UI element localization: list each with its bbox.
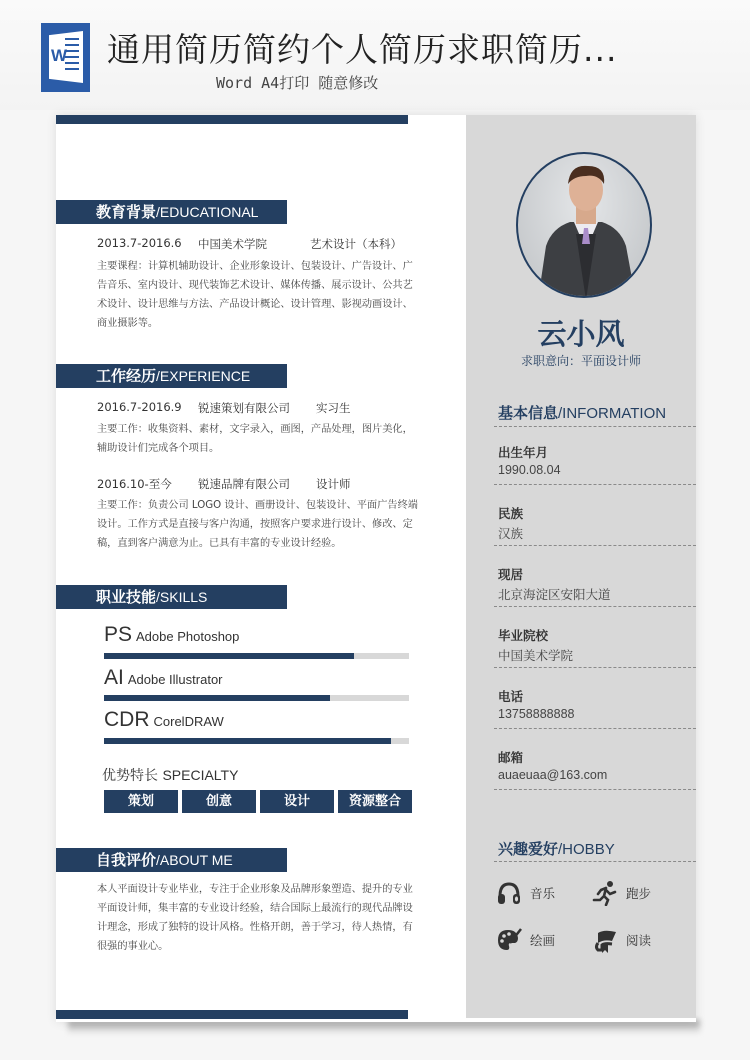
word-icon: W bbox=[41, 23, 90, 92]
section-header-information: 基本信息/INFORMATION bbox=[498, 404, 667, 422]
skill-ps: PS Adobe Photoshop bbox=[104, 623, 409, 647]
running-icon bbox=[592, 880, 618, 906]
specialty-tags bbox=[104, 790, 412, 813]
job-period: 2016.7-2016.9 bbox=[97, 400, 182, 414]
info-label: 电话 bbox=[498, 689, 524, 704]
info-value: 汉族 bbox=[498, 527, 524, 541]
hobby-item: 跑步 bbox=[592, 880, 651, 906]
job-company: 锐速策划有限公司 bbox=[198, 401, 290, 415]
top-accent-bar bbox=[56, 115, 408, 124]
info-value: 1990.08.04 bbox=[498, 463, 561, 477]
job-period: 2016.10-至今 bbox=[97, 477, 172, 491]
info-value: 13758888888 bbox=[498, 707, 575, 721]
book-icon bbox=[592, 927, 618, 953]
job-desc: 主要工作：收集资料、素材，文字录入，画图，产品处理，图片美化，辅助设计们完成各个项目。 bbox=[97, 424, 413, 454]
specialty-tag: 资源整合 bbox=[338, 790, 412, 813]
education-courses: 主要课程：计算机辅助设计、企业形象设计、包装设计、广告设计、广告音乐、室内设计、现代装饰艺术设计、媒体传播、展示设计、公共艺术设计、设计思维与方法、产品设计概论、设计管理、影视动画设计、商业摄影等。 bbox=[97, 261, 413, 329]
candidate-name: 云小风 bbox=[537, 317, 625, 351]
info-label: 邮箱 bbox=[498, 750, 524, 765]
info-label: 毕业院校 bbox=[498, 628, 549, 643]
skill-ai: AI Adobe Illustrator bbox=[104, 666, 409, 690]
section-header-skills: 职业技能/SKILLS bbox=[56, 585, 287, 609]
skill-progress-bar bbox=[104, 695, 409, 701]
resume-page bbox=[56, 115, 696, 1022]
headphones-icon bbox=[496, 880, 522, 906]
specialty-tag: 策划 bbox=[104, 790, 178, 813]
section-header-about: 自我评价/ABOUT ME bbox=[56, 848, 287, 872]
hobby-item: 音乐 bbox=[496, 880, 555, 906]
job-intent: 求职意向：平面设计师 bbox=[520, 354, 641, 368]
specialty-tag: 设计 bbox=[260, 790, 334, 813]
document-title: 通用简历简约个人简历求职简历... bbox=[107, 30, 618, 69]
skill-cdr: CDR CorelDRAW bbox=[104, 708, 409, 732]
profile-photo bbox=[516, 152, 652, 298]
specialty-label: 优势特长 SPECIALTY bbox=[102, 767, 239, 784]
job-role: 实习生 bbox=[316, 401, 351, 415]
section-header-experience: 工作经历/EXPERIENCE bbox=[56, 364, 287, 388]
info-label: 出生年月 bbox=[498, 445, 549, 460]
info-value: 北京海淀区安阳大道 bbox=[498, 588, 611, 602]
section-header-education: 教育背景/EDUCATIONAL bbox=[56, 200, 287, 224]
right-column bbox=[466, 115, 696, 1018]
specialty-tag: 创意 bbox=[182, 790, 256, 813]
palette-icon bbox=[496, 927, 522, 953]
section-header-hobby: 兴趣爱好/HOBBY bbox=[498, 840, 615, 858]
document-subtitle: Word A4打印 随意修改 bbox=[216, 74, 379, 92]
education-school: 中国美术学院 bbox=[198, 237, 267, 251]
job-role: 设计师 bbox=[316, 477, 351, 491]
job-desc: 主要工作：负责公司 LOGO 设计、画册设计、包装设计、平面广告终端设计。工作方式是直接与客户沟通，按照客户要求进行设计、修改、定稿，直到客户满意为止。已具有丰富的专业设计经验。 bbox=[97, 500, 418, 549]
skill-progress-bar bbox=[104, 738, 409, 744]
header bbox=[0, 0, 750, 110]
info-label: 民族 bbox=[498, 506, 524, 521]
education-period: 2013.7-2016.6 bbox=[97, 236, 182, 250]
hobby-item: 绘画 bbox=[496, 927, 555, 953]
info-value: 中国美术学院 bbox=[498, 649, 574, 663]
info-label: 现居 bbox=[498, 567, 524, 582]
education-major: 艺术设计（本科） bbox=[310, 237, 402, 251]
hobby-item: 阅读 bbox=[592, 927, 651, 953]
bottom-accent-bar bbox=[56, 1010, 408, 1019]
page-shadow bbox=[68, 1020, 700, 1034]
info-value: auaeuaa@163.com bbox=[498, 768, 608, 782]
skill-progress-bar bbox=[104, 653, 409, 659]
about-text: 本人平面设计专业毕业，专注于企业形象及品牌形象塑造、提升的专业平面设计师，集丰富的专业设计经验，结合国际上最流行的现代品牌设计理念，形成了独特的设计风格。性格开朗，善于学习，待人热情，有很强的事业心。 bbox=[97, 884, 413, 952]
job-company: 锐速品牌有限公司 bbox=[198, 477, 290, 491]
left-column bbox=[56, 115, 466, 1022]
